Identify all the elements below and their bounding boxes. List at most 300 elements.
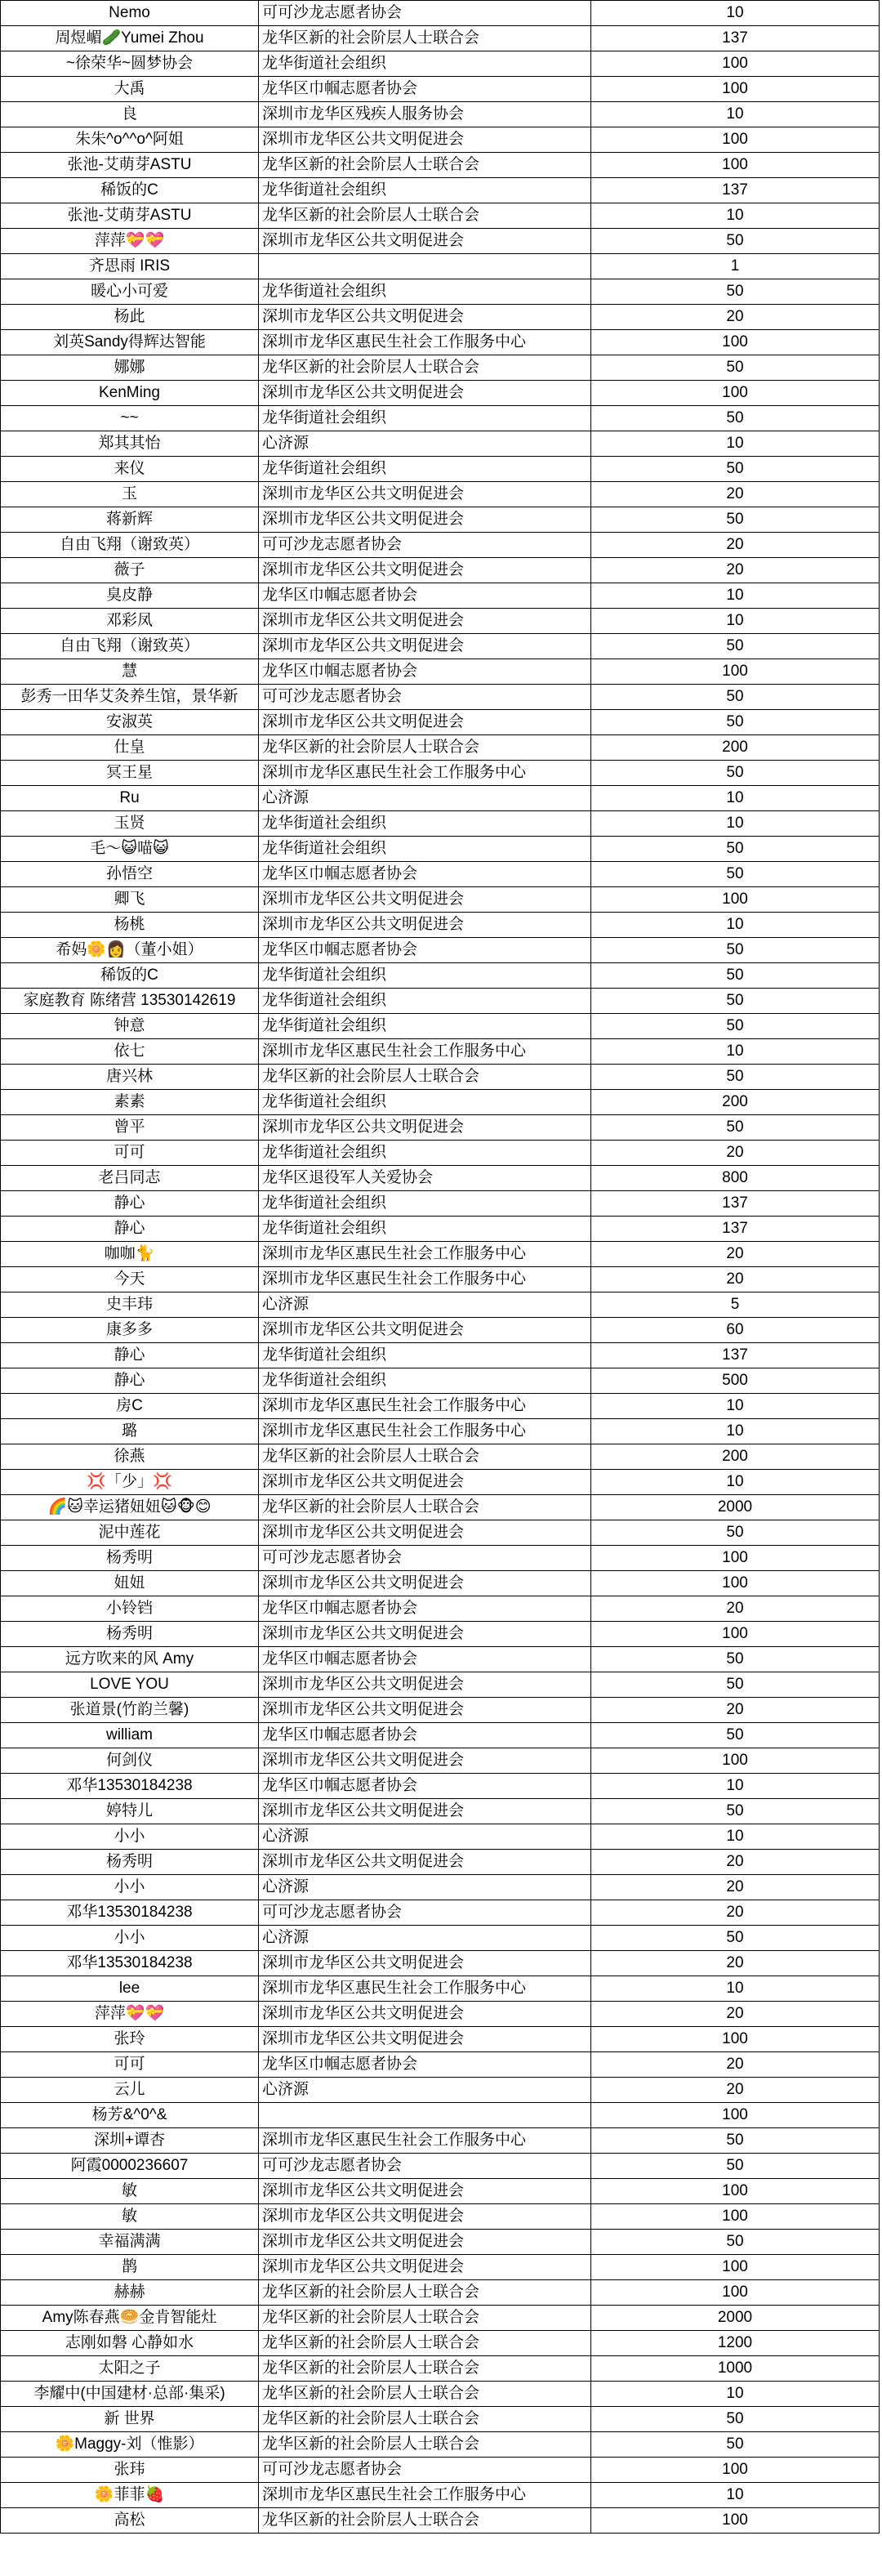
amount-cell: 60 xyxy=(591,1318,880,1343)
donor-name-cell: 薇子 xyxy=(1,558,259,583)
table-row xyxy=(1,26,880,51)
organization-cell: 龙华区新的社会阶层人士联合会 xyxy=(259,2508,591,2534)
donor-name-cell: ~徐荣华~圆梦协会 xyxy=(1,51,259,77)
table-row xyxy=(1,2154,880,2179)
donor-name-cell: 静心 xyxy=(1,1217,259,1242)
organization-cell: 深圳市龙华区残疾人服务协会 xyxy=(259,102,591,127)
table-row xyxy=(1,1014,880,1039)
amount-cell: 100 xyxy=(591,127,880,153)
table-row xyxy=(1,837,880,862)
organization-cell: 龙华区巾帼志愿者协会 xyxy=(259,659,591,685)
organization-cell: 可可沙龙志愿者协会 xyxy=(259,2458,591,2483)
table-row xyxy=(1,533,880,558)
amount-cell: 137 xyxy=(591,26,880,51)
amount-cell: 10 xyxy=(591,2483,880,2508)
donor-name-cell: 来仪 xyxy=(1,457,259,482)
amount-cell: 10 xyxy=(591,203,880,229)
donor-name-cell: 远方吹来的风 Amy xyxy=(1,1647,259,1672)
amount-cell: 50 xyxy=(591,2154,880,2179)
donor-name-cell: 仕皇 xyxy=(1,735,259,761)
amount-cell: 20 xyxy=(591,1596,880,1622)
amount-cell: 100 xyxy=(591,2508,880,2534)
donor-name-cell: ~~ xyxy=(1,406,259,431)
table-row xyxy=(1,127,880,153)
organization-cell: 深圳市龙华区公共文明促进会 xyxy=(259,1850,591,1875)
amount-cell: 20 xyxy=(591,1850,880,1875)
organization-cell: 心济源 xyxy=(259,1926,591,1951)
organization-cell: 心济源 xyxy=(259,1292,591,1318)
amount-cell: 200 xyxy=(591,1090,880,1115)
amount-cell: 20 xyxy=(591,482,880,507)
amount-cell: 20 xyxy=(591,1267,880,1292)
organization-cell: 龙华区新的社会阶层人士联合会 xyxy=(259,153,591,178)
organization-cell: 可可沙龙志愿者协会 xyxy=(259,533,591,558)
table-row xyxy=(1,2078,880,2103)
organization-cell: 深圳市龙华区公共文明促进会 xyxy=(259,1622,591,1647)
donor-name-cell: 婷特儿 xyxy=(1,1799,259,1824)
amount-cell: 50 xyxy=(591,1647,880,1672)
table-row xyxy=(1,203,880,229)
organization-cell: 龙华街道社会组织 xyxy=(259,279,591,305)
organization-cell: 可可沙龙志愿者协会 xyxy=(259,1900,591,1926)
table-row xyxy=(1,1774,880,1799)
organization-cell: 深圳市龙华区公共文明促进会 xyxy=(259,507,591,533)
amount-cell: 20 xyxy=(591,2052,880,2078)
organization-cell: 龙华街道社会组织 xyxy=(259,406,591,431)
organization-cell: 深圳市龙华区公共文明促进会 xyxy=(259,558,591,583)
donor-name-cell: 深圳+谭杏 xyxy=(1,2128,259,2154)
donor-name-cell: LOVE YOU xyxy=(1,1672,259,1698)
table-row xyxy=(1,735,880,761)
donor-name-cell: 张池-艾萌芽ASTU xyxy=(1,153,259,178)
donor-name-cell: 安淑英 xyxy=(1,710,259,735)
amount-cell: 50 xyxy=(591,279,880,305)
donor-name-cell: 🌼菲菲🍓 xyxy=(1,2483,259,2508)
amount-cell: 10 xyxy=(591,786,880,811)
amount-cell: 20 xyxy=(591,1141,880,1166)
table-row xyxy=(1,1824,880,1850)
organization-cell: 深圳市龙华区公共文明促进会 xyxy=(259,305,591,330)
organization-cell: 深圳市龙华区公共文明促进会 xyxy=(259,229,591,254)
organization-cell: 龙华区新的社会阶层人士联合会 xyxy=(259,203,591,229)
donor-name-cell: 💢「少」💢 xyxy=(1,1470,259,1495)
donor-name-cell: 卿飞 xyxy=(1,887,259,913)
organization-cell: 可可沙龙志愿者协会 xyxy=(259,1546,591,1571)
table-row xyxy=(1,2382,880,2407)
donor-name-cell: 云儿 xyxy=(1,2078,259,2103)
table-row xyxy=(1,2356,880,2382)
organization-cell: 深圳市龙华区公共文明促进会 xyxy=(259,127,591,153)
table-row xyxy=(1,1267,880,1292)
table-row xyxy=(1,1343,880,1368)
donor-name-cell: 志刚如磐 心静如水 xyxy=(1,2331,259,2356)
amount-cell: 10 xyxy=(591,431,880,457)
amount-cell: 100 xyxy=(591,153,880,178)
organization-cell xyxy=(259,2103,591,2128)
table-row xyxy=(1,355,880,381)
amount-cell: 100 xyxy=(591,1748,880,1774)
organization-cell: 可可沙龙志愿者协会 xyxy=(259,685,591,710)
amount-cell: 50 xyxy=(591,963,880,989)
donor-name-cell: 璐 xyxy=(1,1419,259,1444)
organization-cell: 深圳市龙华区公共文明促进会 xyxy=(259,381,591,406)
organization-cell: 龙华区新的社会阶层人士联合会 xyxy=(259,26,591,51)
amount-cell: 100 xyxy=(591,2204,880,2230)
donor-name-cell: 静心 xyxy=(1,1368,259,1394)
donor-name-cell: 萍萍💝💝 xyxy=(1,2002,259,2027)
amount-cell: 2000 xyxy=(591,1495,880,1520)
amount-cell: 200 xyxy=(591,1444,880,1470)
donor-name-cell: 玉贤 xyxy=(1,811,259,837)
table-row xyxy=(1,963,880,989)
organization-cell: 可可沙龙志愿者协会 xyxy=(259,2154,591,2179)
organization-cell: 龙华区新的社会阶层人士联合会 xyxy=(259,735,591,761)
organization-cell: 深圳市龙华区惠民生社会工作服务中心 xyxy=(259,1976,591,2002)
amount-cell: 20 xyxy=(591,1900,880,1926)
organization-cell: 龙华区新的社会阶层人士联合会 xyxy=(259,2356,591,2382)
donor-name-cell: 邓华13530184238 xyxy=(1,1900,259,1926)
donor-name-cell: 稀饭的C xyxy=(1,963,259,989)
amount-cell: 50 xyxy=(591,761,880,786)
amount-cell: 50 xyxy=(591,2230,880,2255)
donor-name-cell: 高松 xyxy=(1,2508,259,2534)
donor-name-cell: 家庭教育 陈绪营 13530142619 xyxy=(1,989,259,1014)
table-row xyxy=(1,2458,880,2483)
donor-name-cell: 幸福满满 xyxy=(1,2230,259,2255)
organization-cell: 深圳市龙华区公共文明促进会 xyxy=(259,710,591,735)
organization-cell: 深圳市龙华区公共文明促进会 xyxy=(259,1799,591,1824)
organization-cell: 深圳市龙华区公共文明促进会 xyxy=(259,482,591,507)
table-row xyxy=(1,1951,880,1976)
amount-cell: 10 xyxy=(591,811,880,837)
organization-cell: 龙华区巾帼志愿者协会 xyxy=(259,77,591,102)
amount-cell: 50 xyxy=(591,1672,880,1698)
organization-cell: 龙华区巾帼志愿者协会 xyxy=(259,2052,591,2078)
donor-name-cell: 素素 xyxy=(1,1090,259,1115)
donor-name-cell: 杨桃 xyxy=(1,913,259,938)
amount-cell: 50 xyxy=(591,862,880,887)
donor-name-cell: 大禹 xyxy=(1,77,259,102)
amount-cell: 10 xyxy=(591,1039,880,1065)
organization-cell: 深圳市龙华区公共文明促进会 xyxy=(259,2002,591,2027)
organization-cell: 龙华区新的社会阶层人士联合会 xyxy=(259,2407,591,2432)
organization-cell: 深圳市龙华区公共文明促进会 xyxy=(259,1672,591,1698)
table-row xyxy=(1,406,880,431)
organization-cell: 龙华区巾帼志愿者协会 xyxy=(259,938,591,963)
amount-cell: 50 xyxy=(591,1115,880,1141)
donor-name-cell: lee xyxy=(1,1976,259,2002)
organization-cell: 龙华区巾帼志愿者协会 xyxy=(259,583,591,609)
amount-cell: 50 xyxy=(591,1926,880,1951)
organization-cell: 心济源 xyxy=(259,1875,591,1900)
amount-cell: 10 xyxy=(591,1976,880,2002)
amount-cell: 50 xyxy=(591,1723,880,1748)
table-row xyxy=(1,1242,880,1267)
donor-name-cell: 康多多 xyxy=(1,1318,259,1343)
organization-cell: 龙华区新的社会阶层人士联合会 xyxy=(259,2331,591,2356)
amount-cell: 100 xyxy=(591,2458,880,2483)
table-row xyxy=(1,2407,880,2432)
amount-cell: 1200 xyxy=(591,2331,880,2356)
organization-cell xyxy=(259,254,591,279)
table-row xyxy=(1,1900,880,1926)
organization-cell: 深圳市龙华区公共文明促进会 xyxy=(259,1951,591,1976)
donor-name-cell: 齐思雨 IRIS xyxy=(1,254,259,279)
amount-cell: 200 xyxy=(591,735,880,761)
amount-cell: 10 xyxy=(591,1419,880,1444)
organization-cell: 深圳市龙华区公共文明促进会 xyxy=(259,609,591,634)
amount-cell: 10 xyxy=(591,609,880,634)
donor-name-cell: 邓华13530184238 xyxy=(1,1774,259,1799)
organization-cell: 龙华街道社会组织 xyxy=(259,1191,591,1217)
donor-name-cell: 朱朱^o^^o^阿姐 xyxy=(1,127,259,153)
organization-cell: 深圳市龙华区公共文明促进会 xyxy=(259,1318,591,1343)
amount-cell: 100 xyxy=(591,2027,880,2052)
table-row xyxy=(1,254,880,279)
table-row xyxy=(1,1571,880,1596)
donor-name-cell: 周煜嵋🥒Yumei Zhou xyxy=(1,26,259,51)
amount-cell: 20 xyxy=(591,2078,880,2103)
amount-cell: 100 xyxy=(591,2255,880,2280)
organization-cell: 深圳市龙华区惠民生社会工作服务中心 xyxy=(259,1267,591,1292)
table-row xyxy=(1,1419,880,1444)
organization-cell: 龙华区新的社会阶层人士联合会 xyxy=(259,1495,591,1520)
amount-cell: 100 xyxy=(591,659,880,685)
donor-name-cell: 依七 xyxy=(1,1039,259,1065)
donor-name-cell: 毛～😺喵😺 xyxy=(1,837,259,862)
donor-name-cell: 泥中莲花 xyxy=(1,1520,259,1546)
table-row xyxy=(1,1622,880,1647)
organization-cell: 心济源 xyxy=(259,1824,591,1850)
donor-name-cell: 赫赫 xyxy=(1,2280,259,2306)
table-row xyxy=(1,2002,880,2027)
organization-cell: 深圳市龙华区惠民生社会工作服务中心 xyxy=(259,761,591,786)
amount-cell: 800 xyxy=(591,1166,880,1191)
organization-cell: 龙华街道社会组织 xyxy=(259,1217,591,1242)
donor-name-cell: 小铃铛 xyxy=(1,1596,259,1622)
table-row xyxy=(1,2204,880,2230)
donor-name-cell: 自由飞翔（谢致英） xyxy=(1,533,259,558)
amount-cell: 50 xyxy=(591,2407,880,2432)
donor-name-cell: 杨秀明 xyxy=(1,1622,259,1647)
donor-name-cell: 张道景(竹韵兰馨) xyxy=(1,1698,259,1723)
donor-name-cell: 阿霞0000236607 xyxy=(1,2154,259,2179)
amount-cell: 137 xyxy=(591,1191,880,1217)
donor-name-cell: 鹊 xyxy=(1,2255,259,2280)
amount-cell: 20 xyxy=(591,1242,880,1267)
donor-name-cell: Ru xyxy=(1,786,259,811)
donor-name-cell: 徐燕 xyxy=(1,1444,259,1470)
table-row xyxy=(1,1115,880,1141)
organization-cell: 深圳市龙华区惠民生社会工作服务中心 xyxy=(259,1039,591,1065)
donor-name-cell: 新 世界 xyxy=(1,2407,259,2432)
organization-cell: 龙华街道社会组织 xyxy=(259,989,591,1014)
table-row xyxy=(1,2027,880,2052)
table-row xyxy=(1,457,880,482)
amount-cell: 10 xyxy=(591,1774,880,1799)
donor-name-cell: 静心 xyxy=(1,1343,259,1368)
table-row xyxy=(1,1090,880,1115)
organization-cell: 心济源 xyxy=(259,2078,591,2103)
organization-cell: 龙华区新的社会阶层人士联合会 xyxy=(259,2382,591,2407)
donor-name-cell: 史丰玮 xyxy=(1,1292,259,1318)
donor-name-cell: 冥王星 xyxy=(1,761,259,786)
table-row xyxy=(1,634,880,659)
amount-cell: 50 xyxy=(591,229,880,254)
organization-cell: 深圳市龙华区公共文明促进会 xyxy=(259,1520,591,1546)
donor-name-cell: 稀饭的C xyxy=(1,178,259,203)
amount-cell: 10 xyxy=(591,913,880,938)
amount-cell: 5 xyxy=(591,1292,880,1318)
organization-cell: 龙华区新的社会阶层人士联合会 xyxy=(259,2280,591,2306)
donor-name-cell: 郑其其怡 xyxy=(1,431,259,457)
donor-name-cell: 杨秀明 xyxy=(1,1546,259,1571)
amount-cell: 50 xyxy=(591,1014,880,1039)
donor-name-cell: 小小 xyxy=(1,1875,259,1900)
donor-name-cell: 希妈🌼👩（董小姐） xyxy=(1,938,259,963)
donor-name-cell: 🌼Maggy-刘（惟影） xyxy=(1,2432,259,2458)
table-row xyxy=(1,1748,880,1774)
donor-name-cell: 邓彩凤 xyxy=(1,609,259,634)
amount-cell: 20 xyxy=(591,2002,880,2027)
organization-cell: 龙华区新的社会阶层人士联合会 xyxy=(259,1065,591,1090)
amount-cell: 100 xyxy=(591,2179,880,2204)
amount-cell: 137 xyxy=(591,1343,880,1368)
amount-cell: 100 xyxy=(591,51,880,77)
donor-name-cell: 何剑仪 xyxy=(1,1748,259,1774)
organization-cell: 深圳市龙华区公共文明促进会 xyxy=(259,2179,591,2204)
table-row xyxy=(1,2255,880,2280)
organization-cell: 深圳市龙华区公共文明促进会 xyxy=(259,634,591,659)
amount-cell: 137 xyxy=(591,1217,880,1242)
organization-cell: 龙华区新的社会阶层人士联合会 xyxy=(259,2432,591,2458)
amount-cell: 100 xyxy=(591,2280,880,2306)
amount-cell: 500 xyxy=(591,1368,880,1394)
table-row xyxy=(1,2306,880,2331)
amount-cell: 2000 xyxy=(591,2306,880,2331)
organization-cell: 龙华区新的社会阶层人士联合会 xyxy=(259,2306,591,2331)
table-row xyxy=(1,2280,880,2306)
amount-cell: 20 xyxy=(591,1951,880,1976)
table-row xyxy=(1,609,880,634)
table-row xyxy=(1,229,880,254)
table-row xyxy=(1,761,880,786)
donor-name-cell: 慧 xyxy=(1,659,259,685)
table-row xyxy=(1,1318,880,1343)
amount-cell: 10 xyxy=(591,1394,880,1419)
donor-name-cell: 李耀中(中国建材·总部·集采) xyxy=(1,2382,259,2407)
donor-name-cell: Nemo xyxy=(1,1,259,26)
table-row xyxy=(1,1444,880,1470)
amount-cell: 20 xyxy=(591,558,880,583)
donor-name-cell: 唐兴林 xyxy=(1,1065,259,1090)
donor-name-cell: 自由飞翔（谢致英） xyxy=(1,634,259,659)
amount-cell: 1000 xyxy=(591,2356,880,2382)
table-row xyxy=(1,305,880,330)
table-row xyxy=(1,2052,880,2078)
organization-cell: 龙华街道社会组织 xyxy=(259,1141,591,1166)
donor-name-cell: 玉 xyxy=(1,482,259,507)
table-row xyxy=(1,77,880,102)
table-row xyxy=(1,482,880,507)
amount-cell: 100 xyxy=(591,330,880,355)
amount-cell: 50 xyxy=(591,457,880,482)
amount-cell: 10 xyxy=(591,583,880,609)
organization-cell: 龙华街道社会组织 xyxy=(259,963,591,989)
table-row xyxy=(1,1292,880,1318)
amount-cell: 10 xyxy=(591,1470,880,1495)
organization-cell: 深圳市龙华区公共文明促进会 xyxy=(259,887,591,913)
amount-cell: 50 xyxy=(591,710,880,735)
table-row xyxy=(1,2103,880,2128)
donor-name-cell: william xyxy=(1,1723,259,1748)
organization-cell: 龙华区巾帼志愿者协会 xyxy=(259,1647,591,1672)
donor-name-cell: 良 xyxy=(1,102,259,127)
organization-cell: 深圳市龙华区公共文明促进会 xyxy=(259,1470,591,1495)
table-row xyxy=(1,1141,880,1166)
organization-cell: 龙华街道社会组织 xyxy=(259,1343,591,1368)
amount-cell: 100 xyxy=(591,1622,880,1647)
organization-cell: 龙华街道社会组织 xyxy=(259,811,591,837)
amount-cell: 10 xyxy=(591,1,880,26)
donor-name-cell: 钟意 xyxy=(1,1014,259,1039)
amount-cell: 50 xyxy=(591,507,880,533)
amount-cell: 100 xyxy=(591,887,880,913)
amount-cell: 100 xyxy=(591,381,880,406)
amount-cell: 50 xyxy=(591,2128,880,2154)
table-row xyxy=(1,51,880,77)
donor-name-cell: 臭皮静 xyxy=(1,583,259,609)
table-row xyxy=(1,1166,880,1191)
donor-name-cell: 杨秀明 xyxy=(1,1850,259,1875)
table-row xyxy=(1,178,880,203)
donor-name-cell: 张玲 xyxy=(1,2027,259,2052)
organization-cell: 心济源 xyxy=(259,431,591,457)
organization-cell: 龙华街道社会组织 xyxy=(259,178,591,203)
table-row xyxy=(1,1520,880,1546)
table-row xyxy=(1,1647,880,1672)
table-row xyxy=(1,659,880,685)
table-row xyxy=(1,1875,880,1900)
organization-cell: 深圳市龙华区惠民生社会工作服务中心 xyxy=(259,2483,591,2508)
table-row xyxy=(1,989,880,1014)
donor-name-cell: 萍萍💝💝 xyxy=(1,229,259,254)
donor-name-cell: 小小 xyxy=(1,1926,259,1951)
donor-name-cell: 可可 xyxy=(1,1141,259,1166)
amount-cell: 20 xyxy=(591,305,880,330)
table-row xyxy=(1,1191,880,1217)
donor-name-cell: 邓华13530184238 xyxy=(1,1951,259,1976)
amount-cell: 50 xyxy=(591,1065,880,1090)
amount-cell: 50 xyxy=(591,355,880,381)
donor-name-cell: 曾平 xyxy=(1,1115,259,1141)
donor-name-cell: 暖心小可爱 xyxy=(1,279,259,305)
donor-name-cell: 彭秀一田华艾灸养生馆，景华新 xyxy=(1,685,259,710)
table-row xyxy=(1,2331,880,2356)
organization-cell: 可可沙龙志愿者协会 xyxy=(259,1,591,26)
amount-cell: 137 xyxy=(591,178,880,203)
donor-name-cell: 娜娜 xyxy=(1,355,259,381)
amount-cell: 50 xyxy=(591,1520,880,1546)
organization-cell: 龙华街道社会组织 xyxy=(259,1090,591,1115)
donor-name-cell: 🌈🐱幸运猪妞妞🐱🐵😊 xyxy=(1,1495,259,1520)
donor-name-cell: 静心 xyxy=(1,1191,259,1217)
donor-name-cell: 敏 xyxy=(1,2179,259,2204)
organization-cell: 深圳市龙华区公共文明促进会 xyxy=(259,1115,591,1141)
table-row xyxy=(1,2230,880,2255)
table-row xyxy=(1,2432,880,2458)
table-row xyxy=(1,710,880,735)
